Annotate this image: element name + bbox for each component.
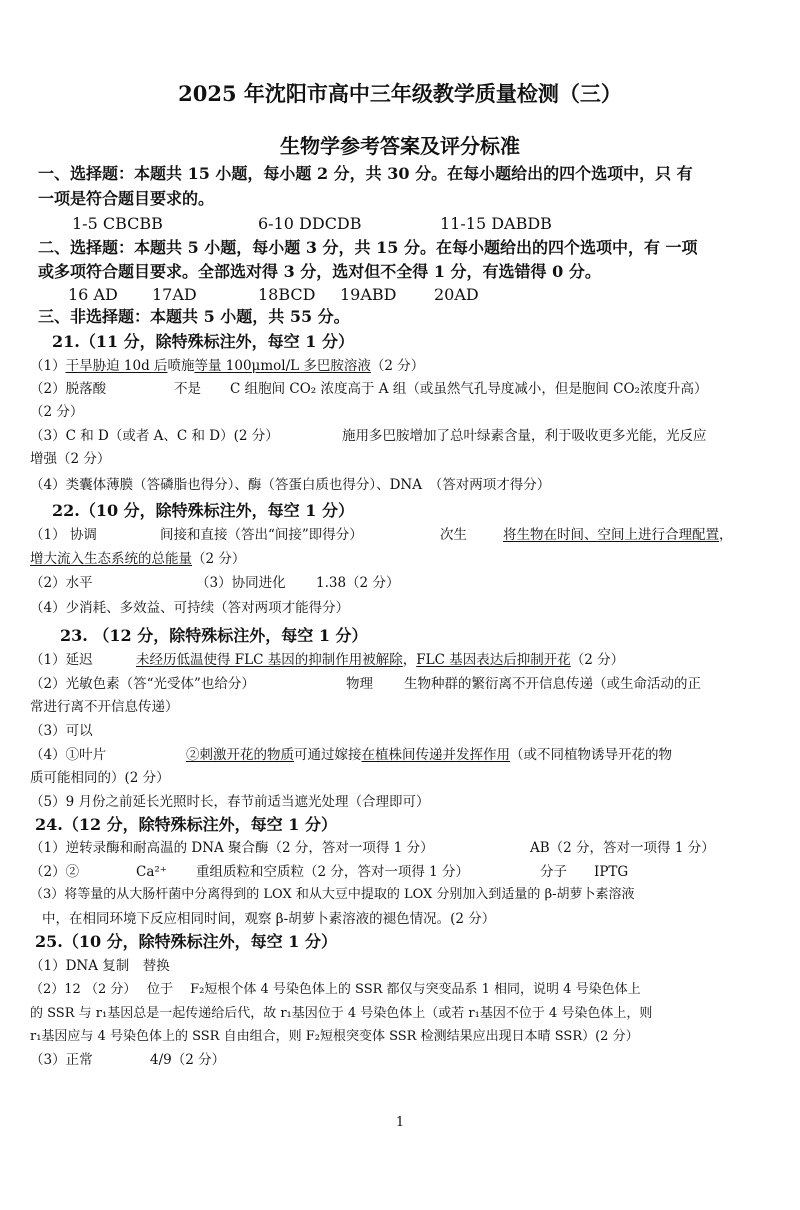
answer-19: 19ABD: [340, 285, 397, 304]
q25-part1: [0, 954, 800, 978]
q23-p4-underlined-a: ②刺激开花的物质: [186, 747, 294, 763]
q23-p4-a: （4）①叶片: [30, 747, 107, 763]
answer-16: 16 AD: [68, 285, 118, 304]
answer-1-5: 1-5 CBCBB: [72, 214, 163, 233]
q25-p3-a: （3）正常: [30, 1052, 93, 1068]
q21-part3: [0, 424, 800, 448]
q21-p1-mid: 喷施: [167, 358, 195, 374]
q22-p1-underlined-a: 将生物在时间、空间上进行合理配置: [503, 527, 719, 543]
q22-p2: （2）水平: [30, 575, 93, 591]
q25-part2-cont2: [0, 1025, 800, 1049]
q25-part3: [0, 1048, 800, 1072]
q23-p2-b: 物理: [346, 676, 373, 692]
q24-part2: [0, 860, 800, 884]
q21-part3-cont: [0, 447, 800, 471]
q23-part4-cont: [0, 766, 800, 790]
answer-20: 20AD: [434, 285, 479, 304]
section1-heading-line2: [0, 187, 800, 211]
q25-heading: 25.（10 分，除特殊标注外，每空 1 分）: [35, 932, 337, 951]
section2-heading-line1: [0, 236, 800, 260]
q25-part2: [0, 978, 800, 1002]
q21-part4: [0, 473, 800, 497]
q23-p4-c: （或不同植物诱导开花的物: [510, 747, 672, 763]
q21-p2-score: （2 分）: [30, 404, 84, 420]
answer-11-15: 11-15 DABDB: [440, 214, 552, 233]
q22-heading-line: [0, 499, 800, 523]
q25-heading-line: [0, 930, 800, 954]
q22-p1-comma: ，: [719, 527, 733, 543]
section2-answers: [0, 283, 800, 307]
q25-p1: （1）DNA 复制 替换: [30, 958, 170, 974]
q23-p3: （3）可以: [30, 723, 93, 739]
q25-p2-b: 的 SSR 与 r₁基因总是一起传递给后代，故 r₁基因位于 4 号染色体上（或若 r₁基因不位于 4 号染色体上，则: [30, 1006, 653, 1021]
q21-heading: 21.（11 分，除特殊标注外，每空 1 分）: [52, 332, 354, 351]
section2-heading: 二、选择题：本题共 5 小题，每小题 3 分，共 15 分。在每小题给出的四个选项中，有 一项: [38, 238, 698, 257]
q22-part4: [0, 596, 800, 620]
q22-p4: （4）少消耗、多效益、可持续（答对两项才能得分）: [30, 600, 350, 616]
section1-heading: 一、选择题：本题共 15 小题，每小题 2 分，共 30 分。在每小题给出的四个选项中，只 有: [38, 164, 693, 183]
q21-p2-c: C 组胞间 CO₂ 浓度高于 A 组（或虽然气孔导度减小，但是胞间 CO₂浓度升高）: [230, 381, 708, 397]
q22-part1-cont: [0, 547, 800, 571]
q21-part2: [0, 377, 800, 401]
q23-p5: （5）9 月份之前延长光照时长，春节前适当遮光处理（合理即可）: [30, 794, 430, 810]
q22-p1-c: 次生: [440, 527, 467, 543]
section2-heading-cont: 或多项符合题目要求。全部选对得 3 分，选对但不全得 1 分，有选错得 0 分。: [38, 262, 601, 281]
q24-heading-line: [0, 813, 800, 837]
q24-p2-a: （2）②: [30, 864, 80, 880]
q23-heading: 23. （12 分，除特殊标注外，每空 1 分）: [60, 626, 368, 645]
q24-p2-d: 分子: [540, 864, 567, 880]
q21-p2-b: 不是: [174, 381, 201, 397]
q24-p2-b: Ca²⁺: [136, 864, 167, 880]
q24-p2-c: 重组质粒和空质粒（2 分，答对一项得 1 分）: [196, 864, 470, 880]
q23-heading-line: [0, 624, 800, 648]
q21-p1-label: （1）: [30, 358, 66, 374]
section1-answers: [0, 212, 800, 236]
q23-part5: [0, 790, 800, 814]
q23-p4-d: 质可能相同的）(2 分）: [30, 770, 170, 786]
q22-p1-b: 间接和直接（答出“间接”即得分）: [160, 527, 363, 543]
answer-18: 18BCD: [258, 285, 316, 304]
q21-p1-underlined-b: 等量 100μmol/L 多巴胺溶液: [194, 358, 371, 374]
section1-heading-line1: [0, 162, 800, 186]
q24-part3: [0, 883, 800, 907]
answer-17: 17AD: [152, 285, 197, 304]
q22-p1-a: （1） 协调: [30, 527, 97, 543]
q23-p2-d: 常进行离不开信息传递）: [30, 699, 179, 715]
q21-p4: （4）类囊体薄膜（答磷脂也得分）、酶（答蛋白质也得分）、DNA （答对两项才得分）: [30, 477, 551, 493]
q21-p1-score: （2 分）: [370, 358, 425, 374]
q23-p4-underlined-b: 在植株间传递并发挥作用: [361, 747, 510, 763]
answer-6-10: 6-10 DDCDB: [258, 214, 362, 233]
q23-p4-b: 可通过嫁接: [294, 747, 362, 763]
section2-heading-line2: [0, 260, 800, 284]
q22-p1-score: （2 分）: [192, 551, 246, 567]
q24-part1: [0, 836, 800, 860]
q23-part2-cont: [0, 695, 800, 719]
q24-p1-a: （1）逆转录酶和耐高温的 DNA 聚合酶（2 分，答对一项得 1 分）: [30, 840, 434, 856]
q21-part2-cont: [0, 400, 800, 424]
q22-p3-value: 1.38（2 分）: [316, 575, 400, 591]
q23-part1: [0, 648, 800, 672]
q24-p1-b: AB（2 分，答对一项得 1 分）: [530, 840, 715, 856]
page-number: 1: [395, 1115, 405, 1130]
q25-p3-b: 4/9（2 分）: [150, 1052, 226, 1068]
q21-p3-b: 施用多巴胺增加了总叶绿素含量，利于吸收更多光能，光反应: [342, 428, 707, 444]
q24-p2-e: IPTG: [594, 864, 629, 880]
q23-part4: [0, 743, 800, 767]
q21-p3-a: （3）C 和 D（或者 A、C 和 D）(2 分）: [30, 428, 279, 444]
q22-part2-3: [0, 571, 800, 595]
section1-heading-cont: 一项是符合题目要求的。: [38, 189, 215, 208]
q23-part3: [0, 719, 800, 743]
document-subtitle: 生物学参考答案及评分标准: [280, 134, 520, 158]
q21-p1-underlined-a: 干旱胁迫 10d 后: [65, 358, 168, 374]
q23-part2: [0, 672, 800, 696]
q21-heading-line: [0, 330, 800, 354]
q24-p3-b: 中，在相同环境下反应相同时间，观察 β-胡萝卜素溶液的褪色情况。(2 分）: [42, 911, 496, 927]
section3-heading: 三、非选择题：本题共 5 小题，共 55 分。: [38, 307, 350, 326]
q22-p1-underlined-b: 增大流入生态系统的总能量: [30, 551, 192, 567]
q23-p1-underlined-a: 未经历低温使得 FLC 基因的抑制作用被解除: [136, 652, 403, 668]
q22-p3: （3）协同进化: [196, 575, 286, 591]
q23-p2-a: （2）光敏色素（答“光受体”也给分）: [30, 676, 255, 692]
q25-part2-cont1: [0, 1002, 800, 1026]
q24-heading: 24.（12 分，除特殊标注外，每空 1 分）: [35, 815, 337, 834]
q22-part1: [0, 523, 800, 547]
q23-p2-c: 生物种群的繁衍离不开信息传递（或生命活动的正: [404, 676, 701, 692]
q23-p1-a: （1）延迟: [30, 652, 93, 668]
document-title: 2025 年沈阳市高中三年级教学质量检测（三）: [178, 81, 622, 106]
q24-p3-a: （3）将等量的从大肠杆菌中分离得到的 LOX 和从大豆中提取的 LOX 分别加入到适量的 β-胡萝卜素溶液: [30, 887, 635, 902]
q21-p2-a: （2）脱落酸: [30, 381, 107, 397]
q23-p1-score: （2 分）: [570, 652, 625, 668]
q25-p2-a: （2）12 （2 分） 位于 F₂短根个体 4 号染色体上的 SSR 都仅与突变品系 1 相同，说明 4 号染色体上: [30, 982, 641, 997]
q21-part1: [0, 354, 800, 378]
q25-p2-c: r₁基因应与 4 号染色体上的 SSR 自由组合，则 F₂短根突变体 SSR 检测结果应出现日本晴 SSR）(2 分）: [30, 1029, 639, 1044]
q22-heading: 22.（10 分，除特殊标注外，每空 1 分）: [52, 501, 354, 520]
q24-part3-cont: [0, 907, 800, 931]
q23-p1-underlined-b: FLC 基因表达后抑制开花: [416, 652, 571, 668]
q23-p1-comma: ，: [402, 652, 417, 668]
q21-p3-c: 增强（2 分）: [30, 451, 111, 467]
section3-heading-line: [0, 305, 800, 329]
